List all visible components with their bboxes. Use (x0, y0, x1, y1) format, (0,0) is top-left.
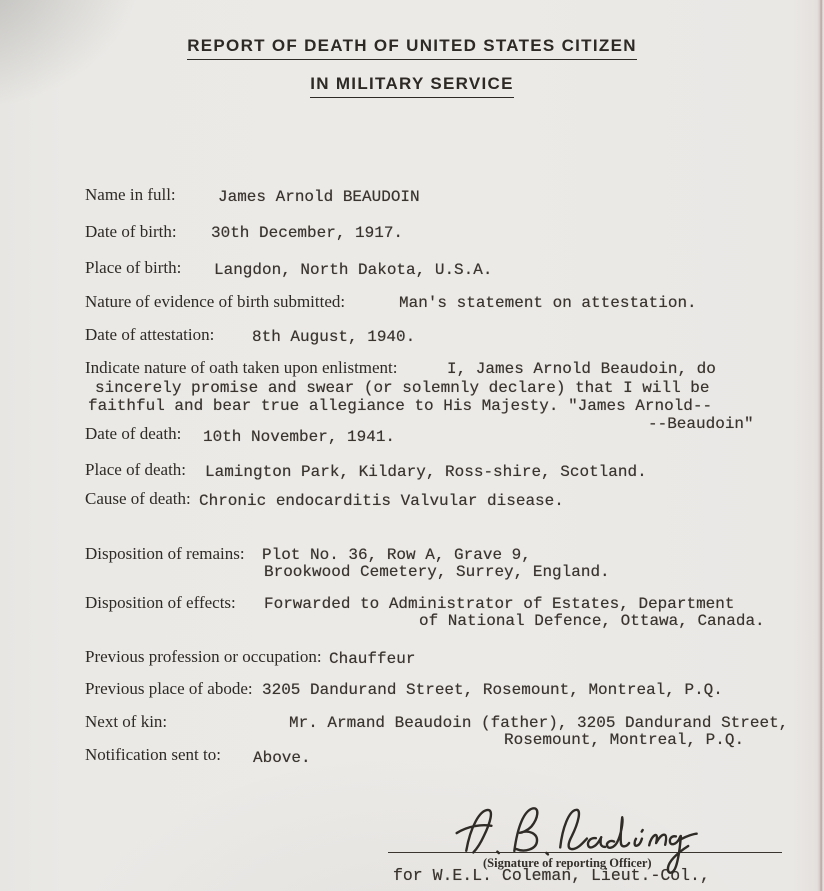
value-next-of-kin-line2: Rosemount, Montreal, P.Q. (504, 731, 745, 749)
value-date-of-birth: 30th December, 1917. (211, 224, 404, 242)
value-oath-line1: I, James Arnold Beaudoin, do (447, 360, 716, 378)
label-notification-sent-to: Notification sent to: (85, 745, 221, 764)
value-oath-line4: --Beaudoin" (648, 415, 754, 433)
document-title-line1: REPORT OF DEATH OF UNITED STATES CITIZEN (0, 36, 824, 60)
label-previous-profession: Previous profession or occupation: (85, 647, 322, 666)
label-evidence-of-birth: Nature of evidence of birth submitted: (85, 292, 346, 311)
document-title-line2: IN MILITARY SERVICE (0, 74, 824, 98)
signature-caption: (Signature of reporting Officer) (483, 856, 652, 870)
value-name-in-full: James Arnold BEAUDOIN (218, 188, 420, 206)
value-remains-line1: Plot No. 36, Row A, Grave 9, (262, 546, 531, 564)
label-disposition-of-remains: Disposition of remains: (85, 544, 245, 563)
label-previous-abode: Previous place of abode: (85, 679, 253, 698)
value-date-of-death: 10th November, 1941. (203, 428, 396, 446)
value-effects-line2: of National Defence, Ottawa, Canada. (419, 612, 765, 630)
value-date-of-attestation: 8th August, 1940. (252, 328, 416, 346)
value-oath-line3: faithful and bear true allegiance to His Majesty. "James Arnold-- (88, 397, 713, 415)
value-remains-line2: Brookwood Cemetery, Surrey, England. (264, 563, 610, 581)
value-next-of-kin-line1: Mr. Armand Beaudoin (father), 3205 Dandurand Street, (289, 714, 789, 732)
signature-for-line: for W.E.L. Coleman, Lieut.-Col., (393, 866, 710, 885)
value-previous-abode: 3205 Dandurand Street, Rosemount, Montreal, P.Q. (262, 681, 723, 699)
label-place-of-death: Place of death: (85, 460, 187, 479)
value-evidence-of-birth: Man's statement on attestation. (399, 294, 697, 312)
value-place-of-birth: Langdon, North Dakota, U.S.A. (214, 261, 493, 279)
value-oath-line2: sincerely promise and swear (or solemnly declare) that I will be (95, 379, 710, 397)
signature-handwriting (446, 791, 699, 891)
label-place-of-birth: Place of birth: (85, 258, 182, 277)
label-date-of-birth: Date of birth: (85, 222, 177, 241)
value-notification-sent-to: Above. (253, 749, 311, 767)
label-name-in-full: Name in full: (85, 185, 176, 204)
label-next-of-kin: Next of kin: (85, 712, 168, 731)
paper-right-edge (817, 0, 824, 891)
label-disposition-of-effects: Disposition of effects: (85, 593, 236, 612)
value-previous-profession: Chauffeur (329, 650, 416, 668)
label-cause-of-death: Cause of death: (85, 489, 191, 508)
label-date-of-attestation: Date of attestation: (85, 325, 215, 344)
value-cause-of-death: Chronic endocarditis Valvular disease. (199, 492, 564, 510)
label-oath: Indicate nature of oath taken upon enlistment: (85, 358, 398, 377)
value-effects-line1: Forwarded to Administrator of Estates, Department (264, 595, 735, 613)
value-place-of-death: Lamington Park, Kildary, Ross-shire, Scotland. (205, 463, 647, 481)
label-date-of-death: Date of death: (85, 424, 182, 443)
